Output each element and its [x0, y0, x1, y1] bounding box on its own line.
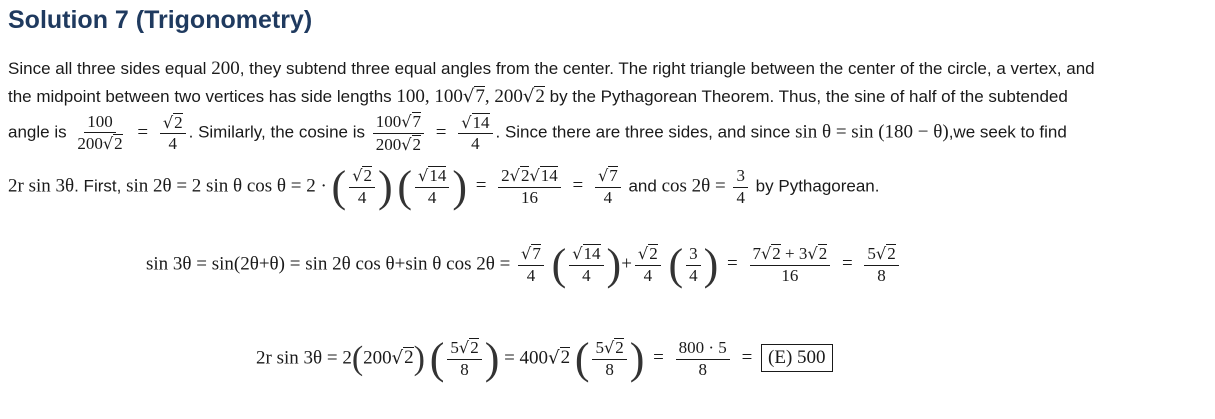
radical-sign: √ — [807, 244, 818, 264]
right-paren: ) — [703, 240, 719, 289]
radical-sign: √ — [637, 244, 649, 264]
radical-sign: √ — [418, 166, 429, 186]
text-segment: . First, — [74, 176, 127, 196]
radicand: 2 — [818, 244, 828, 264]
equals-sign: = — [727, 253, 738, 275]
solution-line-2 — [8, 86, 1068, 108]
text-segment: angle is — [8, 122, 67, 142]
radicand: 14 — [429, 166, 447, 186]
radical-sign: √ — [391, 347, 404, 369]
denominator: 4 — [643, 266, 653, 285]
left-paren: ( — [429, 334, 445, 383]
radicand: 2 — [412, 134, 422, 154]
display-equation-final — [256, 334, 833, 383]
text-segment: by Pythagorean. — [750, 176, 880, 196]
radical-sign: √ — [521, 244, 532, 264]
radicand: 2 — [520, 166, 530, 186]
radicand: 7 — [609, 166, 618, 186]
left-paren: ( — [351, 340, 364, 377]
numerator — [750, 244, 831, 266]
math-value: 200 — [363, 347, 392, 369]
numerator: 800 · 5 — [676, 339, 730, 360]
radical-sign: √ — [401, 134, 412, 154]
radicand: 2 — [404, 347, 414, 369]
radical-sign: √ — [522, 86, 535, 107]
text-segment: . Similarly, the cosine is — [188, 122, 365, 142]
fraction — [676, 339, 730, 379]
radicand: 2 — [615, 338, 624, 358]
radicand: 2 — [560, 347, 571, 369]
radicand: 2 — [887, 244, 896, 264]
numerator — [864, 244, 898, 266]
radicand: 2 — [535, 86, 545, 107]
radicand: 2 — [772, 244, 781, 264]
fraction — [415, 166, 449, 207]
fraction — [569, 244, 603, 285]
left-paren: ( — [668, 240, 684, 289]
denominator: 8 — [698, 359, 707, 379]
plus-sign: + — [621, 253, 632, 275]
math-value: 7 — [752, 244, 761, 264]
radical-sign: √ — [875, 244, 887, 264]
text-segment: , they subtend three equal angles from the center. The right triangle between the center of the circle, a vertex, and — [239, 59, 1095, 78]
denominator: 4 — [471, 134, 480, 154]
math-expression: = 400 — [504, 347, 549, 369]
equals-sign: = — [137, 121, 149, 143]
denominator: 4 — [357, 188, 367, 207]
math-expression: 2r sin 3θ = 2 — [256, 347, 352, 369]
numerator — [373, 112, 424, 134]
right-paren: ) — [377, 162, 393, 211]
math-value: + 3 — [780, 244, 808, 264]
radical-sign: √ — [761, 244, 772, 264]
fraction — [686, 245, 701, 285]
radicand: 14 — [583, 244, 601, 264]
radicand: 14 — [472, 112, 490, 132]
radicand: 2 — [174, 112, 183, 132]
right-paren: ) — [484, 334, 500, 383]
right-paren: ) — [452, 162, 467, 211]
fraction — [635, 244, 661, 285]
denominator: 4 — [603, 188, 613, 207]
fraction — [750, 244, 831, 285]
math-value: 100, 100 — [396, 86, 463, 107]
denominator: 8 — [877, 266, 886, 285]
equals-sign: = — [435, 121, 447, 143]
radicand: 7 — [475, 86, 485, 107]
math-value: 200 — [211, 58, 240, 79]
fraction — [160, 113, 186, 154]
denominator: 16 — [781, 266, 799, 285]
numerator — [569, 244, 603, 266]
fraction — [74, 113, 125, 154]
fraction — [349, 166, 375, 207]
radical-sign: √ — [572, 244, 583, 264]
denominator: 16 — [520, 188, 538, 207]
fraction — [592, 338, 626, 379]
fraction — [447, 338, 481, 379]
solution-title: Solution 7 (Trigonometry) — [8, 6, 313, 34]
numerator: 3 — [733, 167, 748, 188]
numerator — [349, 166, 375, 188]
denominator: 4 — [689, 265, 698, 285]
radical-sign: √ — [462, 86, 475, 107]
fraction — [373, 112, 424, 154]
math-expression: cos 2θ = — [661, 175, 726, 197]
denominator: 8 — [460, 360, 469, 379]
denominator — [373, 134, 424, 155]
numerator — [160, 113, 186, 135]
solution-line-1 — [8, 58, 1095, 80]
numerator — [518, 244, 544, 266]
denominator: 4 — [582, 266, 591, 285]
numerator — [447, 338, 481, 360]
radical-sign: √ — [401, 112, 412, 131]
radicand: 2 — [649, 244, 658, 264]
numerator — [458, 113, 492, 135]
math-value: 5 — [450, 338, 459, 358]
radical-sign: √ — [548, 347, 560, 369]
radical-sign: √ — [597, 166, 609, 186]
text-segment: and — [623, 176, 662, 196]
text-segment: ,we seek to find — [948, 122, 1067, 142]
text-segment: by the Pythagorean Theorem. Thus, the sine of half of the subtended — [544, 87, 1068, 106]
denominator: 8 — [605, 360, 614, 379]
numerator: 3 — [686, 245, 701, 266]
math-value: 200 — [77, 134, 103, 154]
math-value: 2 — [501, 166, 510, 186]
radicand: 7 — [412, 112, 422, 131]
numerator — [592, 338, 626, 360]
radical-sign: √ — [458, 338, 470, 358]
fraction — [733, 167, 748, 207]
denominator: 4 — [736, 187, 745, 207]
fraction — [498, 166, 561, 207]
radicand: 14 — [540, 166, 558, 186]
equals-sign: = — [572, 175, 584, 197]
text-segment: Since all three sides equal — [8, 59, 212, 78]
equals-sign: = — [653, 347, 664, 369]
display-equation-sin3theta — [146, 240, 902, 289]
side-lengths-math — [396, 86, 545, 107]
radicand: 2 — [114, 134, 123, 154]
fraction — [518, 244, 544, 285]
math-expression: 2r sin 3θ — [8, 175, 75, 197]
numerator — [498, 166, 561, 188]
left-paren: ( — [574, 334, 590, 383]
denominator: 4 — [427, 188, 437, 207]
answer-box: (E) 500 — [761, 344, 833, 372]
radicand: 2 — [363, 166, 372, 186]
math-expression: sin θ = sin (180 − θ) — [795, 121, 949, 143]
fraction — [595, 166, 621, 207]
text-segment: the midpoint between two vertices has side lengths — [8, 87, 397, 106]
fraction — [458, 113, 492, 154]
numerator: 100 — [84, 113, 116, 134]
math-value: 200 — [375, 134, 402, 154]
solution-line-3 — [8, 112, 1067, 154]
right-paren: ) — [629, 334, 645, 383]
math-value: 5 — [595, 338, 604, 358]
numerator — [595, 166, 621, 188]
radical-sign: √ — [102, 134, 114, 154]
equals-sign: = — [841, 253, 853, 275]
math-value: 5 — [867, 244, 876, 264]
left-paren: ( — [331, 162, 347, 211]
equals-sign: = — [475, 175, 487, 197]
math-expression: sin 3θ = sin(2θ+θ) = sin 2θ cos θ+sin θ cos 2θ = — [146, 253, 511, 275]
radical-sign: √ — [162, 112, 174, 132]
radical-sign: √ — [603, 338, 615, 358]
math-expression: sin 2θ = 2 sin θ cos θ = 2 · — [126, 175, 327, 197]
equals-sign: = — [741, 347, 753, 369]
denominator: 4 — [168, 134, 177, 154]
radicand: 7 — [532, 244, 541, 264]
fraction — [864, 244, 898, 285]
math-value: 100 — [375, 112, 402, 131]
right-paren: ) — [413, 340, 425, 377]
radical-sign: √ — [529, 166, 540, 186]
left-paren: ( — [551, 240, 567, 289]
left-paren: ( — [397, 162, 413, 211]
radicand: 2 — [470, 338, 479, 358]
denominator — [74, 133, 125, 154]
text-segment: . Since there are three sides, and since — [495, 122, 796, 142]
radical-sign: √ — [509, 166, 520, 186]
numerator — [415, 166, 449, 188]
right-paren: ) — [606, 240, 622, 289]
radical-sign: √ — [352, 166, 363, 186]
math-value: , 200 — [484, 86, 523, 107]
solution-line-4 — [8, 162, 880, 211]
numerator — [635, 244, 661, 266]
denominator: 4 — [526, 266, 536, 285]
radical-sign: √ — [461, 112, 472, 132]
